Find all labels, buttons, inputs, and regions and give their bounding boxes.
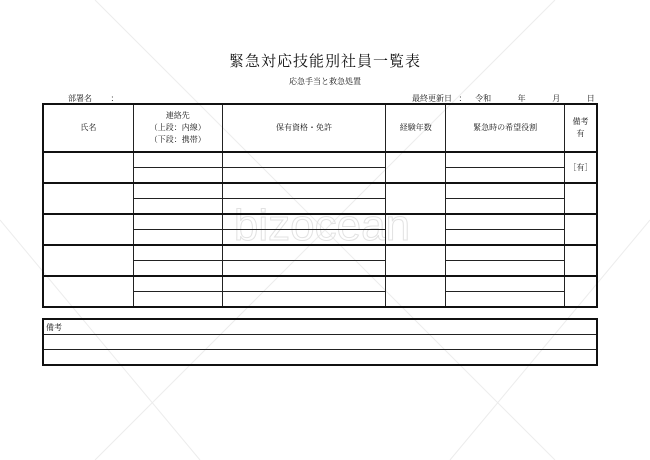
experience-cell[interactable] [386, 276, 446, 307]
header-emergency-role: 緊急時の希望役割 [446, 105, 565, 153]
role-cell[interactable] [446, 230, 565, 246]
year-label: 年 [517, 94, 526, 103]
header-remarks-line1: 備考 [572, 117, 589, 126]
role-cell[interactable] [446, 214, 565, 230]
watermark-text: bizocean [233, 201, 411, 250]
name-cell[interactable] [44, 183, 134, 214]
name-cell[interactable] [44, 276, 134, 307]
extension-cell[interactable] [133, 245, 222, 261]
remarks-header-row [44, 320, 597, 335]
qualification-cell[interactable] [222, 152, 386, 168]
day-label: 日 [586, 94, 595, 103]
remarks-line [44, 335, 597, 350]
remark-mark: ［有］ [568, 163, 593, 172]
employee-skills-table [43, 104, 597, 307]
header-experience-years: 経験年数 [386, 105, 446, 153]
header-contact-line2: （上段：内線） [149, 123, 206, 132]
remark-cell[interactable] [564, 183, 596, 214]
header-remarks [564, 105, 596, 153]
name-cell[interactable] [44, 245, 134, 276]
experience-cell[interactable] [386, 214, 446, 245]
header-qualifications: 保有資格・免許 [222, 105, 386, 153]
header-name: 氏名 [44, 105, 134, 153]
qualification-cell[interactable] [222, 214, 386, 230]
month-label: 月 [552, 94, 561, 103]
table-row [44, 152, 597, 168]
experience-cell[interactable] [386, 152, 446, 183]
qualification-cell[interactable] [222, 292, 386, 307]
role-cell[interactable] [446, 152, 565, 168]
header-remarks-line2: 有 [576, 129, 585, 138]
table-row [44, 214, 597, 230]
extension-cell[interactable] [133, 214, 222, 230]
remarks-table [43, 319, 597, 365]
experience-cell[interactable] [386, 183, 446, 214]
mobile-cell[interactable] [133, 292, 222, 307]
remarks-line [44, 350, 597, 365]
era-label: 令和 [475, 94, 492, 103]
qualification-cell[interactable] [222, 261, 386, 277]
header-contact-line1: 連絡先 [165, 111, 190, 120]
mobile-cell[interactable] [133, 168, 222, 184]
extension-cell[interactable] [133, 276, 222, 292]
last-updated-field[interactable] [412, 93, 595, 104]
table-row [44, 183, 597, 199]
last-updated-colon: ： [458, 94, 467, 103]
mobile-cell[interactable] [133, 261, 222, 277]
remark-cell[interactable] [564, 276, 596, 307]
name-cell[interactable] [44, 214, 134, 245]
qualification-cell[interactable] [222, 230, 386, 246]
role-cell[interactable] [446, 183, 565, 199]
qualification-cell[interactable] [222, 199, 386, 215]
page-subtitle: 応急手当と救急処置 [289, 77, 361, 86]
qualification-cell[interactable] [222, 168, 386, 184]
remarks-input[interactable] [44, 335, 597, 350]
page-title: 緊急対応技能別社員一覧表 [228, 52, 421, 70]
experience-cell[interactable] [386, 245, 446, 276]
department-label: 部署名 [68, 94, 92, 103]
remarks-input[interactable] [44, 350, 597, 365]
role-cell[interactable] [446, 276, 565, 292]
extension-cell[interactable] [133, 183, 222, 199]
remark-cell[interactable] [564, 152, 596, 183]
mobile-cell[interactable] [133, 230, 222, 246]
name-cell[interactable] [44, 152, 134, 183]
remark-cell[interactable] [564, 245, 596, 276]
role-cell[interactable] [446, 168, 565, 184]
extension-cell[interactable] [133, 152, 222, 168]
table-row [44, 245, 597, 261]
department-field[interactable] [68, 93, 119, 104]
department-colon: ： [110, 94, 119, 103]
table-row [44, 276, 597, 292]
header-contact-line3: （下段：携帯） [149, 135, 206, 144]
last-updated-label: 最終更新日 [412, 94, 452, 103]
qualification-cell[interactable] [222, 276, 386, 292]
mobile-cell[interactable] [133, 199, 222, 215]
header-contact [133, 105, 222, 153]
qualification-cell[interactable] [222, 245, 386, 261]
role-cell[interactable] [446, 261, 565, 277]
role-cell[interactable] [446, 245, 565, 261]
role-cell[interactable] [446, 199, 565, 215]
remarks-label: 備考 [44, 320, 597, 335]
role-cell[interactable] [446, 292, 565, 307]
remark-cell[interactable] [564, 214, 596, 245]
qualification-cell[interactable] [222, 183, 386, 199]
